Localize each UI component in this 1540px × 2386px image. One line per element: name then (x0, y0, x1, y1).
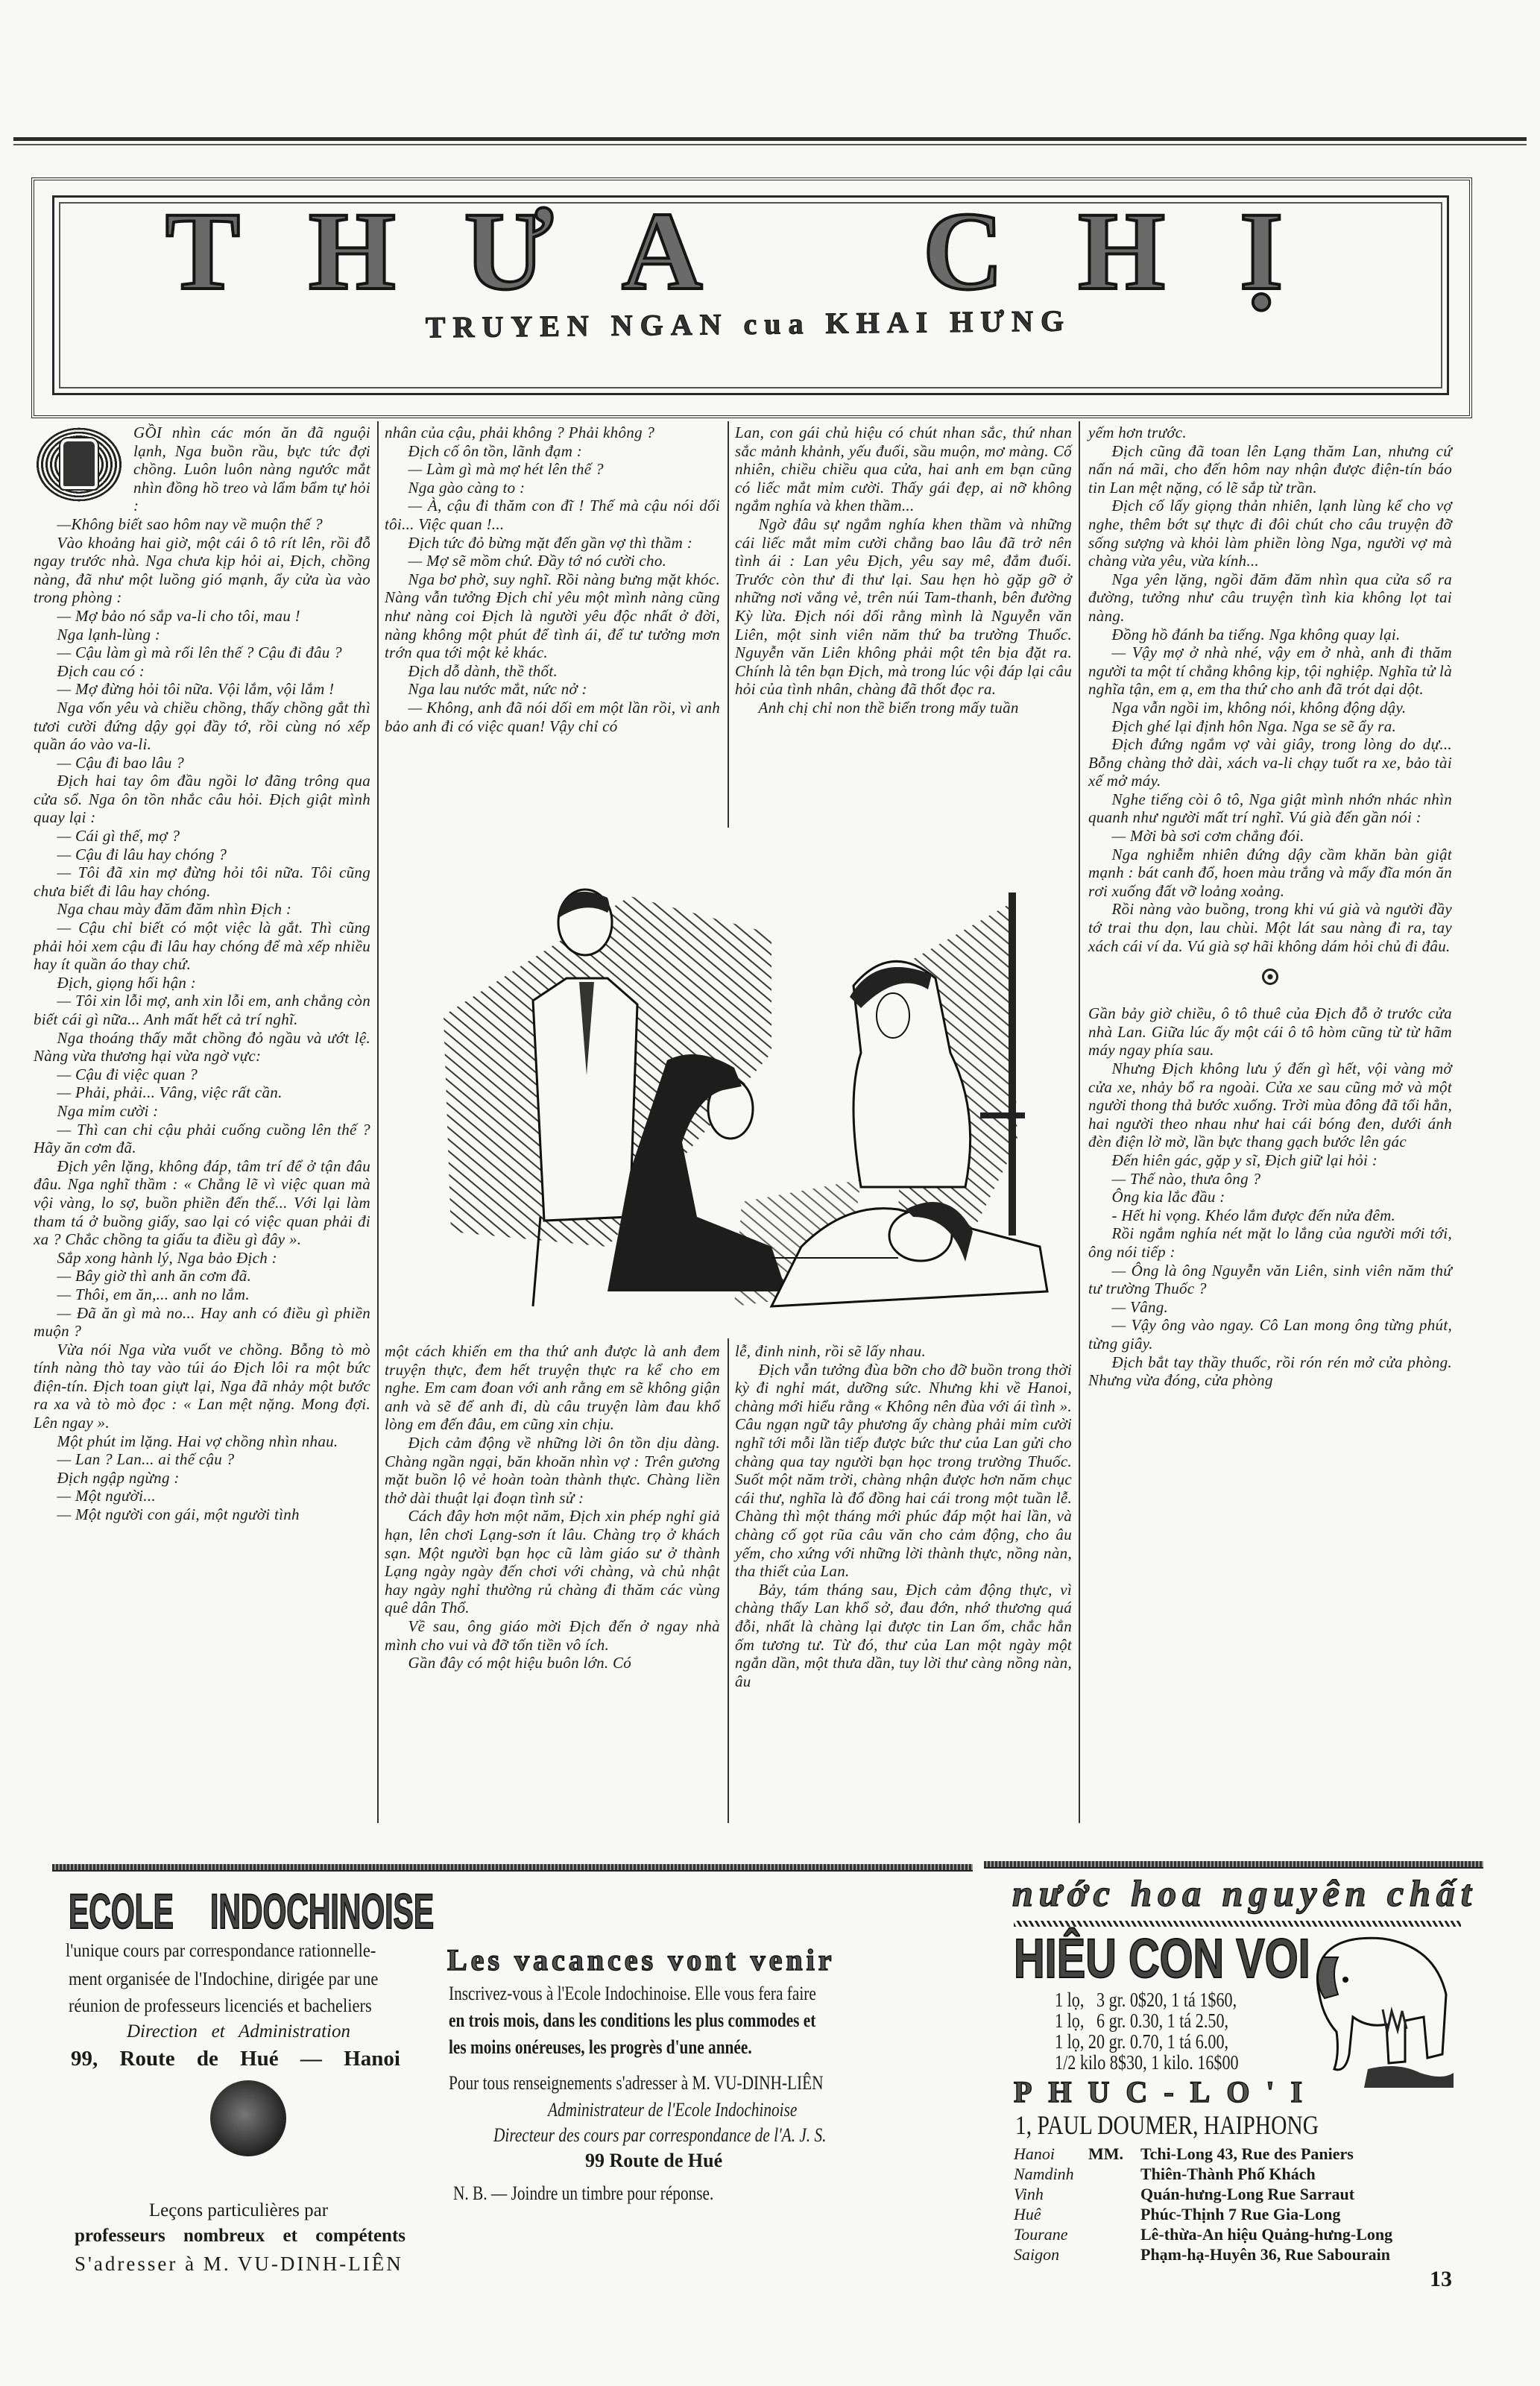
story-paragraph: — À, cậu đi thăm con đĩ ! Thế mà cậu nói dối tôi... Việc quan !... (385, 497, 720, 533)
perfume-brand: HIÊU CON VOI (1014, 1927, 1310, 1989)
story-paragraph: nhân của cậu, phải không ? Phải không ? (385, 424, 655, 441)
story-paragraph: — Bây giờ thì anh ăn cơm đã. (57, 1267, 252, 1285)
story-paragraph: — Mời bà sơi cơm chẳng đói. (1111, 827, 1304, 846)
story-paragraph: —Không biết sao hôm nay về muộn thế ? (57, 514, 323, 533)
agent-name (1140, 2245, 1390, 2264)
agent-shop: Phúc-Thịnh (1140, 2205, 1225, 2223)
story-paragraph: — Vậy mợ ở nhà nhé, vậy em ở nhà, anh đi thăm người ta một tí chẳng không kịp, tội nghiệp. Nghĩa tử là nghĩa tận, em ạ, em tha thứ cho anh đã trót dại dột. (1088, 643, 1452, 699)
agent-city: Vinh (1014, 2185, 1044, 2203)
agent-address: 36, Rue Sabourain (1260, 2245, 1390, 2264)
agent-address: 43, Rue des Paniers (1216, 2144, 1354, 2163)
story-byline: TRUYEN NGAN cua KHAI HƯNG (425, 303, 1072, 344)
agent-city: Namdinh (1014, 2165, 1074, 2183)
vacances-address: 99 Route de Hué (585, 2150, 723, 2171)
story-illustration (384, 829, 1073, 1336)
story-paragraph: — Thì can chi cậu phải cuống cuồng lên thế ? Hãy ăn cơm đã. (34, 1120, 370, 1157)
ecole-description-line: l'unique cours par correspondance rationnelle- (66, 1941, 376, 1961)
story-paragraph: Nghe tiếng còi ô tô, Nga giật mình nhớn nhác nhìn quanh như người mất trí nghĩ. Vú già đến gần nói : (1088, 790, 1452, 827)
story-paragraph: Gần đây có một hiệu buôn lớn. Có (408, 1654, 632, 1672)
story-paragraph: — Thế nào, thưa ông ? (1111, 1169, 1261, 1188)
vacances-body-line: Inscrivez-vous à l'Ecole Indochinoise. Elle vous fera faire (449, 1983, 816, 2004)
agent-city: Tourane (1014, 2225, 1068, 2244)
price-line: 1 lọ, 20 gr. 0.70, 1 tá 6.00, (1055, 2030, 1229, 2053)
story-paragraph: Nga lau nước mắt, nức nở : (408, 680, 587, 699)
story-paragraph: — Tôi đã xin mợ đừng hỏi tôi nữa. Tôi cũng chưa biết đi lâu hay chóng. (34, 863, 370, 900)
vacances-body-line: les moins onéreuses, les progrès d'une année. (449, 2036, 752, 2058)
elephant-logo-icon (1293, 1927, 1461, 2091)
story-paragraph: — Lan ? Lan... ai thế cậu ? (57, 1450, 235, 1469)
story-paragraph: Địch cau có : (57, 661, 145, 680)
story-paragraph: Địch cũng đã toan lên Lạng thăm Lan, nhưng cứ nấn ná mãi, cho đến hôm nay nhận được điện-tín báo tin Lan mệt nặng, có lẽ sắp từ trần. (1088, 441, 1452, 497)
story-paragraph: - Hết hi vọng. Khéo lắm được đến nửa đêm. (1111, 1206, 1396, 1224)
story-paragraph: Nga yên lặng, ngồi đăm đăm nhìn qua cửa sổ ra đường, tưởng như câu truyện tình kia không lọt tai nàng. (1088, 570, 1452, 625)
agent-name (1140, 2185, 1354, 2204)
story-paragraph: lễ, đinh ninh, rồi sẽ lấy nhau. (735, 1342, 927, 1360)
story-paragraph: — Một người... (57, 1487, 156, 1505)
story-paragraph: — Làm gì mà mợ hét lên thế ? (408, 460, 604, 479)
story-paragraph: Nga chau mày đăm đăm nhìn Địch : (57, 900, 292, 919)
agent-address: 7 Rue Gia-Long (1228, 2205, 1341, 2223)
page-number: 13 (1430, 2267, 1452, 2291)
company-address: 1, PAUL DOUMER, HAIPHONG (1015, 2110, 1319, 2140)
story-paragraph: Địch ghé lại định hôn Nga. Nga se sẽ ẩy ra. (1111, 717, 1397, 735)
story-paragraph: Lan, con gái chủ hiệu có chút nhan sắc, thứ nhan sắc mảnh khảnh, yếu đuối, sầu muộn, mơ màng. Cố nhiên, chiều chiều qua cửa, hai anh em bạn cũng có liếc mắt mỉm cười. Thấy gái đẹp, ai nỡ không ngắm nghía và khen thầm... (735, 424, 1072, 515)
story-paragraph: Địch hai tay ôm đầu ngồi lơ đãng trông qua cửa sổ. Nga ôn tồn nhắc câu hỏi. Địch giật mình quay lại : (34, 772, 370, 827)
agent-name (1140, 2205, 1340, 2224)
story-paragraph: Bảy, tám tháng sau, Địch cảm động thực, vì chàng thấy Lan khổ sở, đau đớn, nhớ thương quá đỗi, nhất là chàng lại được tin Lan ốm, chắc hẳn ốm tương tư. Từ đó, thư của Lan một ngày một ngắn dần, một thưa dần, tuy lời thư càng nồng nàn, âu (735, 1580, 1072, 1690)
ecole-lessons-line: professeurs nombreux et compétents (75, 2226, 406, 2246)
story-paragraph: Đồng hồ đánh ba tiếng. Nga không quay lại. (1111, 625, 1401, 643)
story-paragraph: — Vâng. (1111, 1297, 1169, 1316)
story-paragraph: Nga vốn yêu và chiều chồng, thấy chồng gắt thì tươi cười đứng dậy gọi đầy tớ, rồi cùng nó xếp quần áo vào va-li. (34, 698, 370, 754)
ecole-description-line: ment organisée de l'Indochine, dirigée par une (69, 1969, 379, 1989)
agent-prefix: MM. (1088, 2144, 1124, 2163)
story-paragraph: yếm hơn trước. (1088, 424, 1187, 441)
story-paragraph: — Cậu làm gì mà rối lên thế ? Cậu đi đâu ? (57, 643, 342, 662)
column-divider (728, 1338, 729, 1823)
story-paragraph: Đến hiên gác, gặp y sĩ, Địch giữ lại hỏi : (1111, 1150, 1378, 1169)
ecole-description-line: réunion de professeurs licenciés et bacheliers (69, 1996, 372, 2016)
drop-cap-ornament (35, 426, 123, 503)
story-paragraph: Rồi nàng vào buồng, trong khi vú già và người đầy tớ trai thu dọn, lau chùi. Một lát sau nàng đi ra, tay xách cái ví da. Vú già sợ hãi không dám hỏi chủ đi đâu. (1088, 900, 1452, 955)
story-paragraph: Vừa nói Nga vừa vuốt ve chồng. Bỗng tò mò tính nàng thò tay vào túi áo Địch lôi ra một bức điện-tín. Địch toan giựt lại, Nga đã nhảy một bước ra xa và tò mò đọc : « Lan mệt nặng. Mong đợi. Lên ngay ». (34, 1340, 370, 1432)
story-column-3-top (735, 424, 1072, 717)
story-paragraph: — Mợ đừng hỏi tôi nữa. Vội lắm, vội lắm ! (57, 680, 335, 699)
story-paragraph: Địch, giọng hối hận : (57, 973, 197, 992)
story-paragraph: Nga nghiễm nhiên đứng dậy cầm khăn bàn giật mạnh : bát canh đổ, hoen màu trắng và mấy đĩa món ăn rơi xuống đất vỡ loảng xoảng. (1088, 845, 1452, 900)
story-paragraph: một cách khiến em tha thứ anh được là anh đem truyện thực, đem hết truyện thực ra kể cho em nghe. Em cam đoan với anh rằng em sẽ không giận anh và sẽ để anh đi, dù câu truyện làm đau khổ lòng em đến đâu, em cũng xin chịu. (385, 1342, 720, 1434)
story-paragraph: Địch đứng ngắm vợ vài giây, trong lòng do dự... Bỗng chàng thở dài, xách va-li chạy tuốt ra xe, bảo tài xế mở máy. (1088, 735, 1452, 790)
agent-name (1140, 2144, 1354, 2164)
story-paragraph: Địch tức đỏ bừng mặt đến gần vợ thì thầm : (408, 533, 692, 552)
vacances-note: N. B. — Joindre un timbre pour réponse. (453, 2182, 714, 2204)
story-paragraph: Gần bảy giờ chiều, ô tô thuê của Địch đỗ ở trước cửa nhà Lan. Giữa lúc ấy một cái ô tô hòm cũng từ từ hãm máy ngay phía sau. (1088, 1004, 1452, 1060)
story-paragraph: Địch vẫn tưởng đùa bỡn cho đỡ buồn trong thời kỳ đi nghỉ mát, dưỡng sức. Nhưng khi về Hanoi, chàng mới hiểu rằng « Không nên đùa với ái tình ». Câu ngạn ngữ tây phương ấy chàng phải mỉm cười nghĩ tới mỗi lần tiếp được bức thư của Lan gửi cho chàng qua tay người bạn học trong trường Thuốc. Suốt một năm trời, chàng nhận được hơn năm chục cái thư, nghĩa là đổ đồng hai cái trong một tuần lễ. Chàng thì một tháng mới phúc đáp một hai lần, và chàng cố gọt rũa câu văn cho cảm động, cho âu yếm, cho xứng với những lời thành thực, nồng nàn, tha thiết của Lan. (735, 1360, 1072, 1581)
story-paragraph: Nga vẫn ngồi im, không nói, không động dậy. (1111, 698, 1407, 717)
agent-name (1140, 2225, 1392, 2244)
vacances-body-line: en trois mois, dans les conditions les plus commodes et (449, 2009, 816, 2031)
agent-address: Phố Khách (1237, 2165, 1316, 2183)
price-list (1055, 1989, 1279, 2073)
story-paragraph: Anh chị chỉ non thề biển trong mấy tuần (758, 698, 1019, 717)
story-column-4-part-1 (1088, 424, 1452, 955)
story-column-1 (34, 424, 370, 1524)
agent-shop: Thiên-Thành (1140, 2165, 1234, 2183)
column-divider (728, 421, 729, 828)
story-paragraph: — Cái gì thế, mợ ? (57, 827, 180, 846)
story-paragraph: Cách đây hơn một năm, Địch xin phép nghỉ giả hạn, lên chơi Lạng-sơn ít lâu. Chàng trọ ở khách sạn. Một người bạn học cũ làm giáo sư ở thành Lạng ngày ngày đến chơi với chàng, và chủ nhật hay ngày nghỉ thường rủ chàng đi thăm các vùng quê dân Thổ. (385, 1507, 720, 1617)
ecole-round-emblem (210, 2080, 286, 2156)
ecole-direction-label: Direction et Administration (127, 2021, 350, 2042)
story-paragraph: Nga thoáng thấy mắt chồng đỏ ngầu và ướt lệ. Nàng vừa thương hại vừa ngờ vực: (34, 1028, 370, 1065)
ecole-heading-1: ECOLE (69, 1883, 174, 1939)
story-paragraph: Địch bắt tay thầy thuốc, rồi rón rén mở cửa phòng. Nhưng vừa đóng, cửa phòng (1088, 1353, 1452, 1390)
top-rule (13, 137, 1527, 145)
story-column-2-bottom (385, 1342, 720, 1672)
agent-shop: Quán-hưng-Long (1140, 2185, 1263, 2203)
story-paragraph: — Cậu chỉ biết có một việc là gắt. Thì cũng phải hỏi xem cậu đi lâu hay chóng để mà xếp nhiều hay ít quần áo thay chứ. (34, 919, 370, 974)
column-divider (377, 421, 379, 1823)
story-paragraph: — Cậu đi việc quan ? (57, 1065, 198, 1083)
agent-address: hiệu Quảng-hưng-Long (1227, 2225, 1393, 2244)
story-paragraph: Ngờ đâu sự ngắm nghía khen thầm và những cái liếc mắt mỉm cười chẳng bao lâu đã trở nên tình ái : Lan yêu Địch, yêu say mê, đắm đuối. Trước còn thư đi thư lại. Sau hẹn hò gặp gỡ ở những nơi vắng vẻ, trên núi Tam-thanh, bên đường Kỳ lừa. Địch nói dối rằng mình là Nguyễn văn Liên, một sinh viên năm thứ ba trường Thuốc. Nguyễn văn Liên không phải một tên bịa đặt ra. Chính là tên bạn Địch, mà trong lúc vội đáp lại câu hỏi của tình nhân, chàng đã thốt đọc ra. (735, 514, 1072, 699)
story-paragraph: — Một người con gái, một người tình (57, 1505, 300, 1524)
ad-section-rule (52, 1864, 973, 1872)
ad-section-rule (984, 1861, 1483, 1869)
ecole-contact-line: S'adresser à M. VU-DINH-LIÊN (75, 2253, 403, 2275)
column-divider (1079, 421, 1080, 1823)
story-paragraph: Địch cố ôn tồn, lãnh đạm : (408, 441, 583, 460)
story-column-2-top (385, 424, 720, 735)
story-paragraph: — Mợ bảo nó sắp va-li cho tôi, mau ! (57, 606, 300, 625)
ecole-lessons-line: Leçons particulières par (148, 2200, 329, 2220)
story-paragraph: Địch cố lấy giọng thản nhiên, lạnh lùng kể cho vợ nghe, thêm bớt sự thực đi đôi chút cho câu truyện đỡ sống sượng và khỏi làm phiền lòng Nga, người vợ mà chàng vừa yêu, vừa kính... (1088, 497, 1452, 570)
vacances-director-title: Directeur des cours par correspondance de l'A. J. S. (493, 2124, 827, 2146)
story-paragraph: Sắp xong hành lý, Nga bảo Địch : (57, 1248, 277, 1267)
story-paragraph: Nga mỉm cười : (57, 1101, 159, 1120)
story-paragraph: — Ông là ông Nguyễn văn Liên, sinh viên năm thứ tư trường Thuốc ? (1088, 1261, 1452, 1298)
story-paragraph: — Vậy ông vào ngay. Cô Lan mong ông từng phút, từng giây. (1088, 1316, 1452, 1353)
story-paragraph: Ông kia lắc đầu : (1111, 1188, 1225, 1206)
story-paragraph: GỒI nhìn các món ăn đã nguội lạnh, Nga buồn rầu, bực tức đợi chồng. Luôn luôn nàng ngước mắt nhìn đồng hồ treo và lẩm bẩm tự hỏi : (133, 424, 370, 515)
agent-city: Hanoi (1014, 2144, 1055, 2163)
agent-city: Saigon (1014, 2245, 1060, 2264)
story-paragraph: Rồi ngắm nghía nét mặt lo lắng của người mới tới, ông nói tiếp : (1088, 1224, 1452, 1261)
story-paragraph: Nga bơ phờ, suy nghĩ. Rồi nàng bưng mặt khóc. Nàng vẫn tưởng Địch chỉ yêu một mình nàng cũng như nàng coi Địch là người yêu độc nhất ở đời, nàng không một phút để tình ái, để tư tưởng mơn trớn qua tới một kẻ khác. (385, 570, 720, 662)
story-paragraph: Một phút im lặng. Hai vợ chồng nhìn nhau. (57, 1432, 338, 1450)
price-line: 1 lọ, 3 gr. 0$20, 1 tá 1$60, (1055, 1989, 1237, 2011)
rope-divider (1014, 1921, 1461, 1927)
section-break-ornament (1262, 969, 1278, 985)
story-paragraph: Địch yên lặng, không đáp, tâm trí để ở tận đâu đâu. Nga nghĩ thầm : « Chẳng lẽ vì việc quan mà vội vàng, lo sợ, buồn phiền đến thế... Với lại làm tham tá ở buồng giấy, sao lại có việc quan phải đi xa ? Chắc chồng ta giấu ta điều gì đây ». (34, 1156, 370, 1249)
story-title-word-1: THƯA (165, 189, 771, 313)
story-paragraph: Địch ngập ngừng : (57, 1468, 180, 1487)
story-paragraph: Về sau, ông giáo mời Địch đến ở ngay nhà mình cho vui và đỡ tốn tiền vô ích. (385, 1617, 720, 1654)
story-paragraph: — Cậu đi lâu hay chóng ? (57, 845, 227, 863)
story-paragraph: — Đã ăn gì mà no... Hay anh có điều gì phiền muộn ? (34, 1303, 370, 1341)
story-paragraph: — Không, anh đã nói dối em một lần rồi, vì anh bảo anh đi có việc quan! Vậy chỉ có (385, 698, 720, 735)
story-column-4-part-2 (1088, 1004, 1452, 1389)
story-paragraph: — Tôi xin lỗi mợ, anh xin lỗi em, anh chẳng còn biết cái gì nữa... Anh mất hết cả trí nghĩ. (34, 992, 370, 1028)
story-paragraph: Nga lạnh-lùng : (57, 625, 161, 643)
story-paragraph: Vào khoảng hai giờ, một cái ô tô rít lên, rồi đỗ ngay trước nhà. Nga chưa kịp hỏi ai, Địch, chồng nàng, đã như một luồng gió mạnh, ẩy cửa ùa vào trong phòng : (34, 533, 370, 607)
agent-city: Huê (1014, 2205, 1041, 2223)
story-column-4 (1088, 424, 1452, 1390)
perfume-tagline: nước hoa nguyên chất (1012, 1872, 1477, 1914)
story-paragraph: — Mợ sẽ mồm chứ. Đầy tớ nó cười cho. (408, 552, 667, 570)
story-column-3-bottom (735, 1342, 1072, 1690)
story-title-word-2: CHỊ (923, 189, 1358, 313)
agent-name (1140, 2165, 1316, 2184)
agent-shop: Tchi-Long (1140, 2144, 1214, 2163)
vacances-contact-line: Pour tous renseignements s'adresser à M. VU-DINH-LIÊN (449, 2072, 824, 2094)
story-paragraph: — Cậu đi bao lâu ? (57, 753, 184, 772)
vacances-admin-title: Administrateur de l'Ecole Indochinoise (548, 2099, 798, 2121)
ecole-heading-2: INDOCHINOISE (210, 1883, 435, 1939)
ecole-address: 99, Route de Hué — Hanoi (71, 2047, 400, 2071)
story-paragraph: — Thôi, em ăn,... anh no lắm. (57, 1285, 250, 1303)
vacances-heading: Les vacances vont venir (447, 1943, 836, 1977)
story-paragraph: — Phải, phải... Vâng, việc rất cần. (57, 1083, 283, 1102)
story-paragraph: Nga gào càng to : (408, 478, 526, 497)
price-line: 1 lọ, 6 gr. 0.30, 1 tá 2.50, (1055, 2009, 1229, 2032)
story-paragraph: Địch dỗ dành, thề thốt. (408, 661, 558, 680)
company-name: PHUC-LO'I (1014, 2075, 1319, 2109)
story-paragraph: Nhưng Địch không lưu ý đến gì hết, vội vàng mở cửa xe, nhảy bổ ra ngoài. Cửa xe sau cũng mở và một người thong thả bước xuống. Trời mùa đông đã tối hẳn, hai người theo nhau như hai cái bóng đen, dưới ánh đèn điện lờ mờ, lần bực thang gạch bước lên gác (1088, 1060, 1452, 1151)
story-paragraph: Địch cảm động về những lời ôn tồn dịu dàng. Chàng ngần ngại, băn khoăn nhìn vợ : Trên gương mặt buồn lộ vẻ hoàn toàn thành thực. Chàng liền thở dài thuật lại đoạn tình sử : (385, 1433, 720, 1507)
agent-shop: Phạm-hạ-Huyên (1140, 2245, 1257, 2264)
agent-shop: Lê-thừa-An (1140, 2225, 1223, 2244)
price-line: 1/2 kilo 8$30, 1 kilo. 16$00 (1055, 2051, 1239, 2074)
agent-address: Rue Sarraut (1267, 2185, 1355, 2203)
